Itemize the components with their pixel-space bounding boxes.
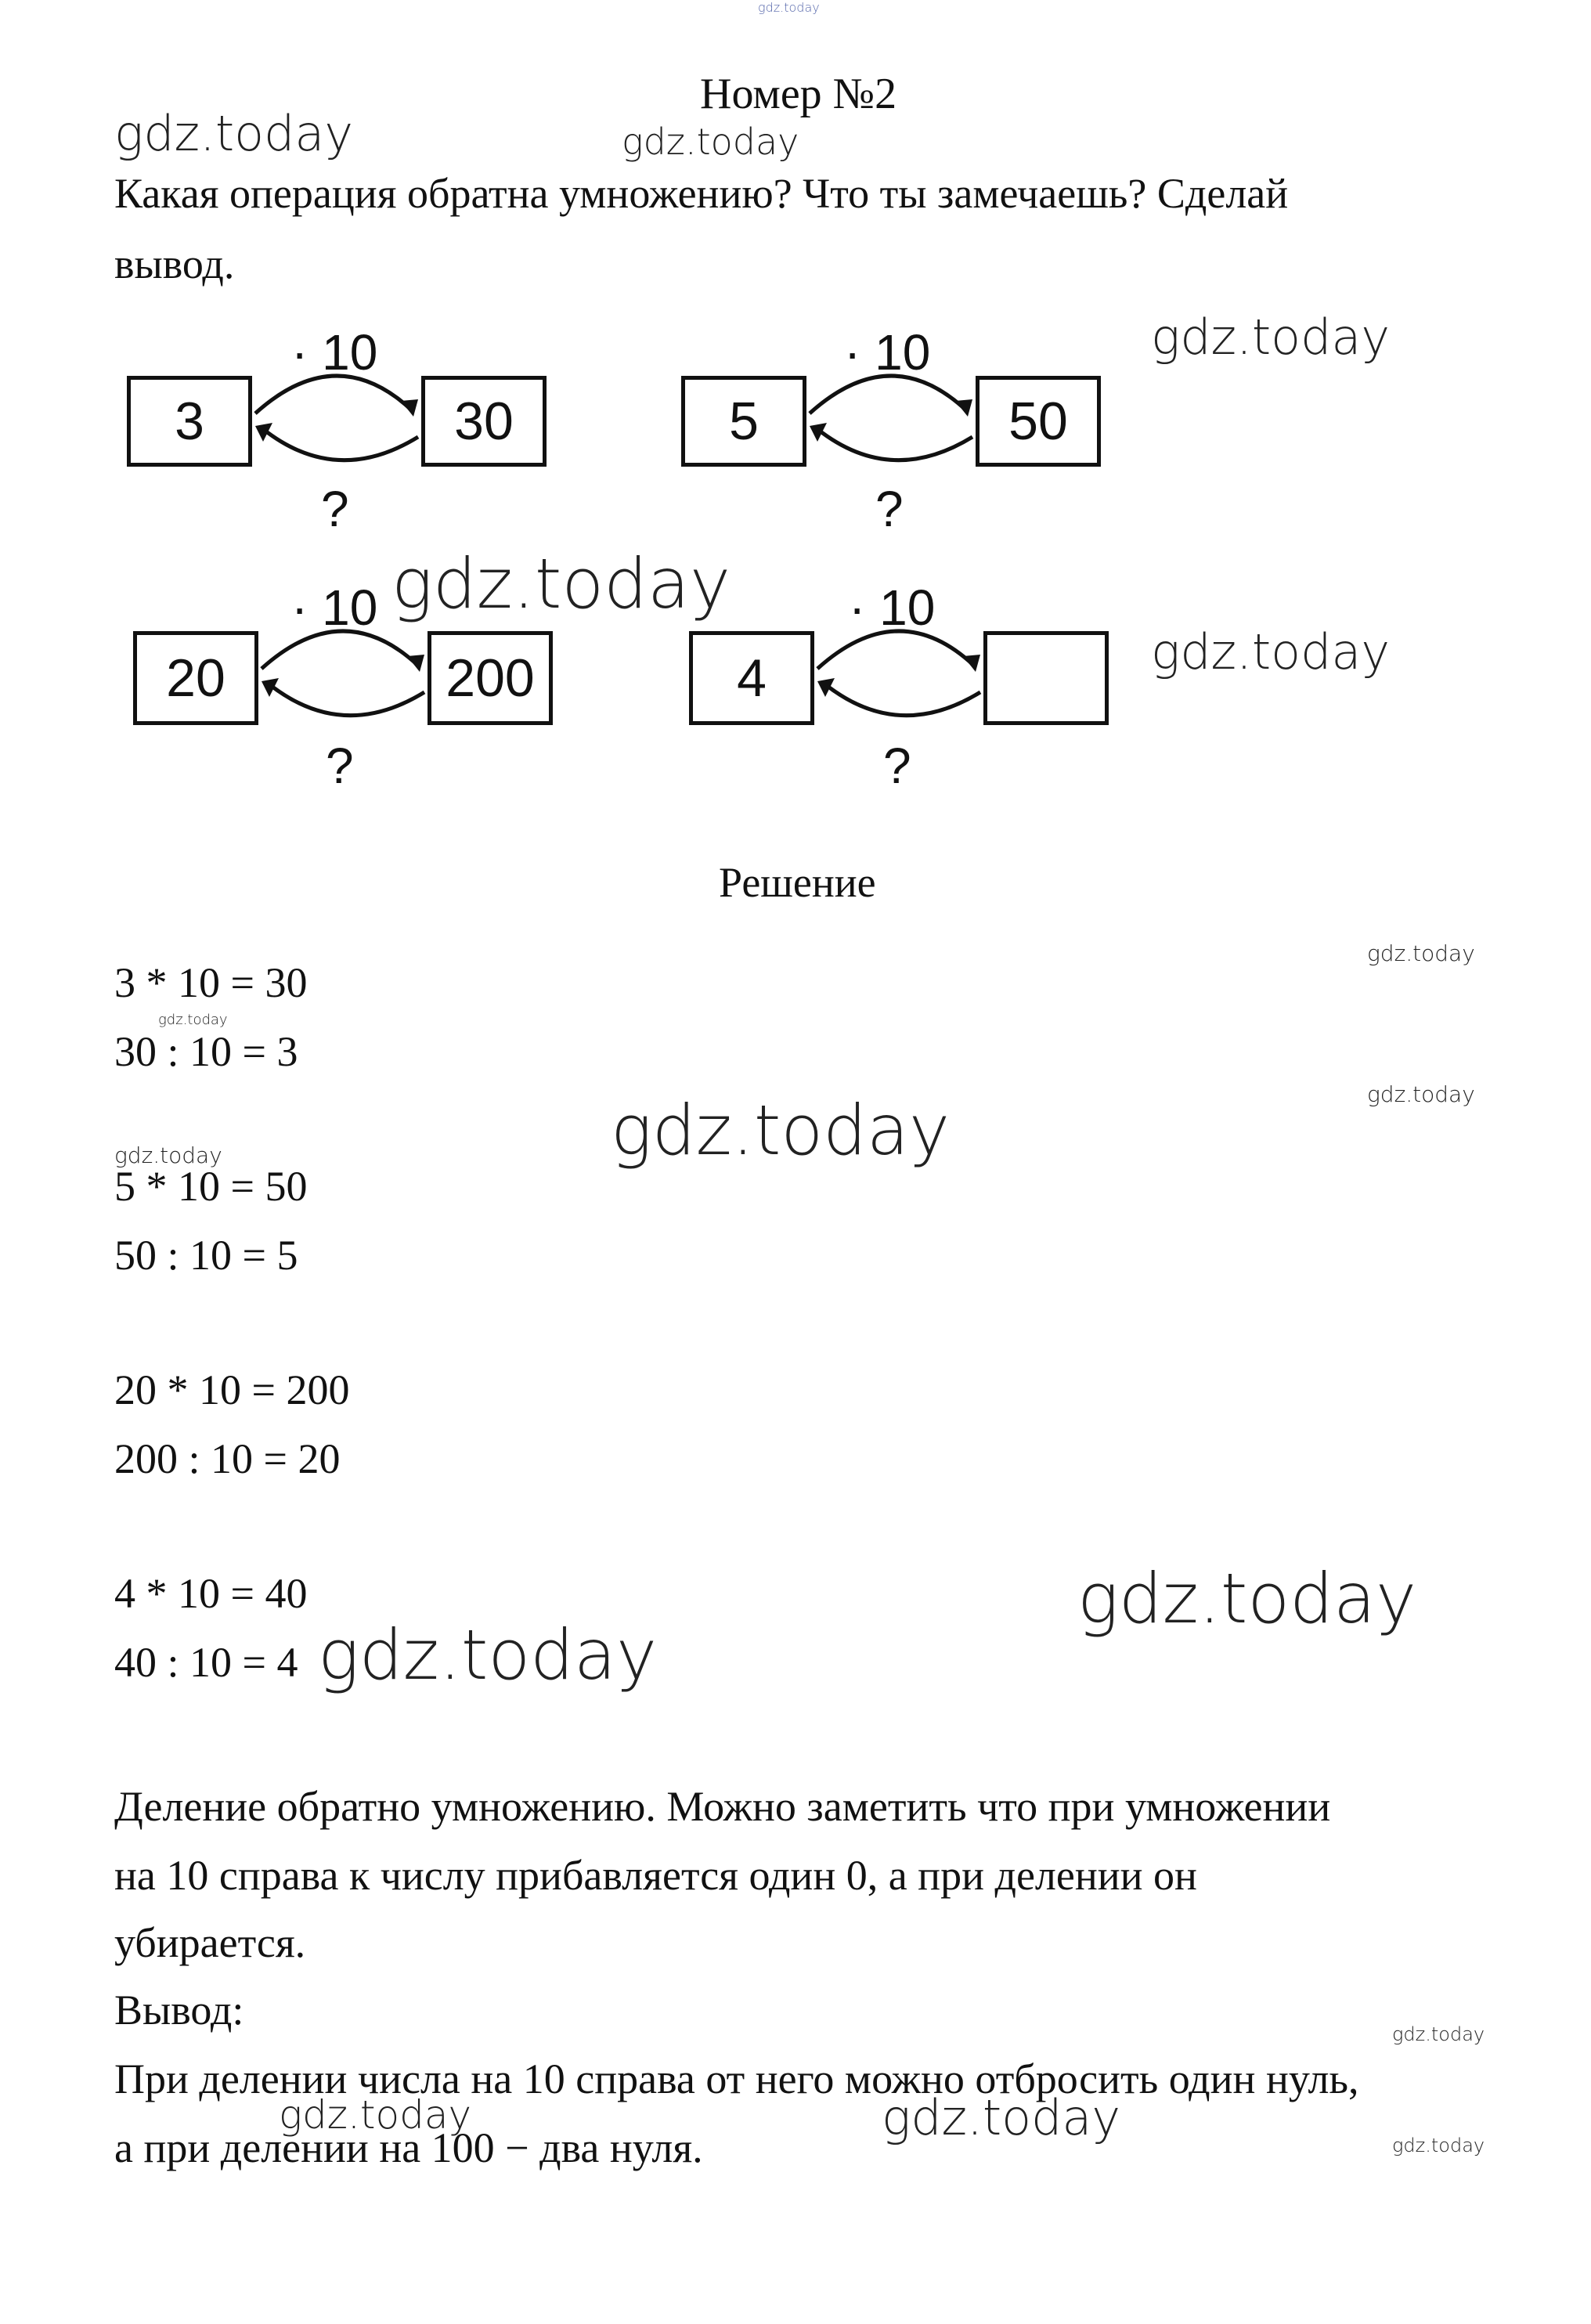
diagram-1-arrows [252, 345, 421, 501]
diagram-4-left-box: 4 [689, 631, 814, 725]
watermark: gdz.today [611, 1090, 951, 1171]
conclusion-line-1: При делении числа на 10 справа от него можно отбросить один нуль, [114, 2055, 1359, 2102]
diagram-3-bottom-label: ? [326, 738, 354, 794]
page-title: Номер №2 [700, 70, 897, 118]
diagram-2-right-box: 50 [976, 376, 1101, 467]
equation: 4 * 10 = 40 [114, 1570, 308, 1617]
watermark: gdz.today [114, 105, 354, 162]
question-line-2: вывод. [114, 240, 235, 287]
diagram-1-top-label: · 10 [291, 324, 378, 381]
watermark: gdz.today [1392, 2023, 1485, 2045]
watermark: gdz.today [622, 121, 799, 163]
watermark: gdz.today [882, 2089, 1121, 2146]
watermark: gdz.today [391, 543, 731, 624]
diagram-1-bottom-label: ? [321, 481, 349, 537]
diagram-3-right-box: 200 [428, 631, 553, 725]
diagram-2-left-box: 5 [681, 376, 806, 467]
watermark: gdz.today [1151, 309, 1391, 366]
explanation-line-2: на 10 справа к числу прибавляется один 0, а при делении он [114, 1852, 1197, 1899]
watermark: gdz.today [1392, 2135, 1485, 2156]
diagram-4-top-label: · 10 [849, 579, 936, 636]
equation: 5 * 10 = 50 [114, 1163, 308, 1210]
explanation-line-3: убирается. [114, 1919, 306, 1966]
diagram-4-answer-box [983, 631, 1109, 725]
watermark: gdz.today [158, 1012, 228, 1028]
diagram-1-left-box: 3 [127, 376, 252, 467]
diagram-2-top-label: · 10 [844, 324, 931, 381]
conclusion-line-2: а при делении на 100 − два нуля. [114, 2124, 703, 2171]
solution-heading: Решение [719, 859, 876, 906]
explanation-line-1: Деление обратно умножению. Можно заметить что при умножении [114, 1783, 1331, 1830]
equation: 50 : 10 = 5 [114, 1232, 298, 1279]
conclusion-label: Вывод: [114, 1987, 244, 2034]
equation: 40 : 10 = 4 [114, 1639, 298, 1686]
watermark: gdz.today [318, 1615, 658, 1695]
equation: 30 : 10 = 3 [114, 1028, 298, 1075]
diagram-3-left-box: 20 [133, 631, 258, 725]
watermark: gdz.today [1367, 1081, 1475, 1107]
diagram-2-bottom-label: ? [875, 481, 904, 537]
diagram-3-top-label: · 10 [291, 579, 378, 636]
watermark: gdz.today [1367, 940, 1475, 966]
equation: 200 : 10 = 20 [114, 1435, 341, 1482]
watermark: gdz.today [1151, 623, 1391, 680]
watermark: gdz.today [279, 2092, 472, 2138]
question-line-1: Какая операция обратна умножению? Что ты замечаешь? Сделай [114, 170, 1289, 217]
diagram-1-right-box: 30 [421, 376, 547, 467]
top-watermark: gdz.today [758, 0, 820, 15]
diagram-4-arrows [814, 600, 983, 756]
equation: 3 * 10 = 30 [114, 959, 308, 1006]
diagram-2-arrows [806, 345, 976, 501]
equation: 20 * 10 = 200 [114, 1366, 350, 1413]
watermark: gdz.today [1077, 1558, 1417, 1639]
diagram-4-bottom-label: ? [883, 738, 911, 794]
watermark: gdz.today [114, 1142, 222, 1168]
